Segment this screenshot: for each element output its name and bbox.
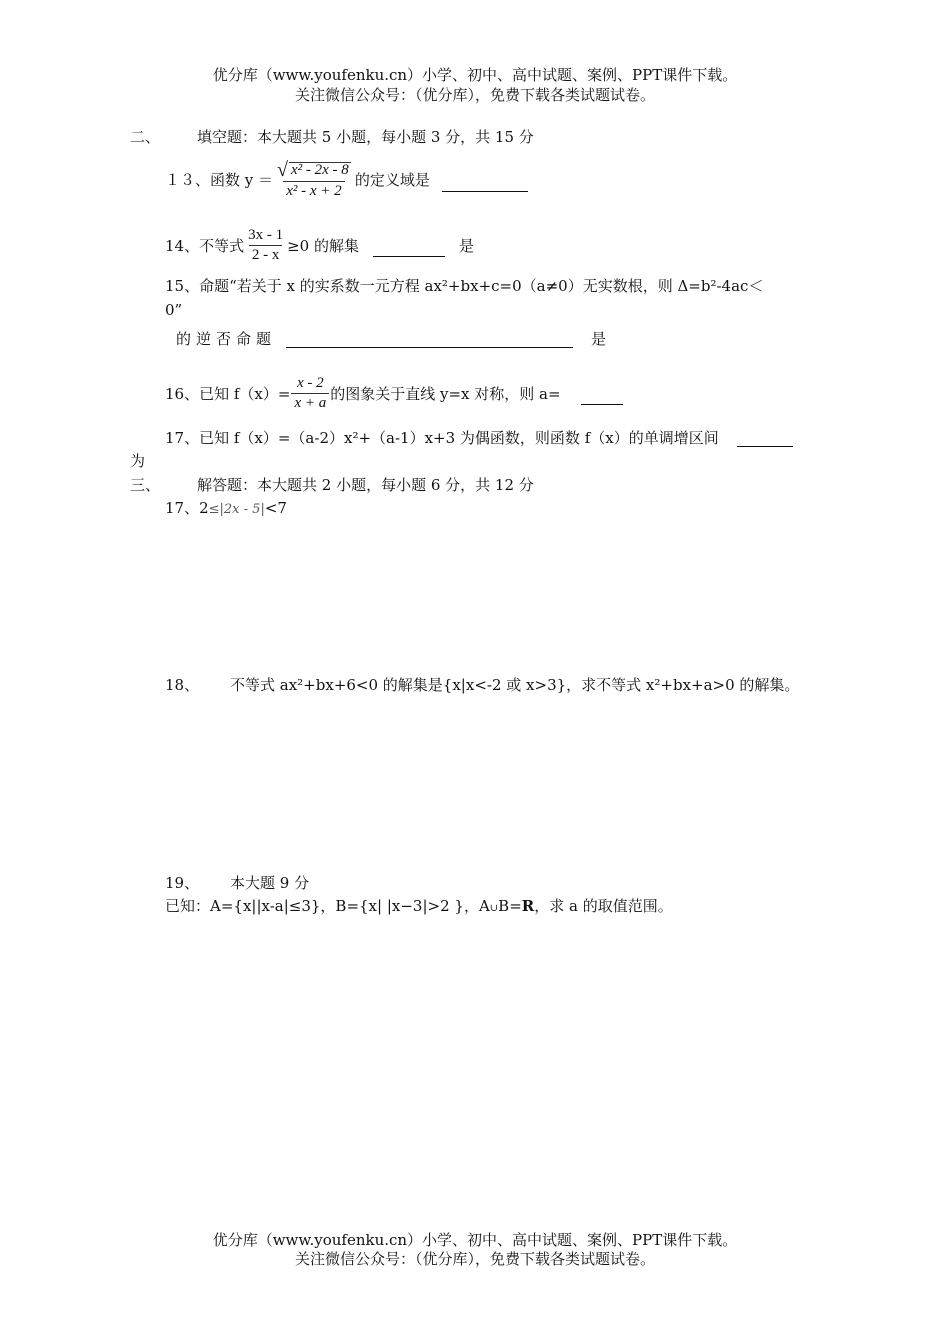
q17-fill-line-1 — [165, 426, 793, 447]
q15-line-3-prefix: 的逆否命题 — [176, 330, 277, 348]
q13-denominator: x² - x + 2 — [283, 181, 344, 200]
q13-prefix: １３、函数 y ＝ — [165, 170, 274, 189]
q17-solve-prefix: 17、2 — [165, 499, 209, 517]
q13-numerator: x² - 2x - 8 — [291, 162, 349, 178]
question-16 — [165, 376, 623, 412]
q17-solve-expression: ≤|2x - 5| — [208, 502, 265, 517]
q15-answer-blank[interactable] — [286, 327, 573, 348]
q19-text-b: B= — [498, 897, 522, 915]
q14-suffix: 是 — [458, 236, 474, 255]
q13-suffix-text: 的定义域是 — [354, 170, 430, 189]
q19-text-c: ，求 a 的取值范围。 — [534, 897, 673, 915]
q17-answer-blank[interactable] — [737, 426, 793, 447]
q17-fill-line-2: 为 — [130, 452, 146, 470]
q13-fraction — [274, 160, 354, 200]
union-symbol: ∪ — [489, 903, 499, 914]
header-line-1: 优分库（www.youfenku.cn）小学、初中、高中试题、案例、PPT课件下载。 — [212, 66, 738, 84]
q14-fraction — [245, 228, 286, 264]
q15-line-3-suffix: 是 — [591, 330, 607, 348]
footer-line-2: 关注微信公众号：（优分库），免费下载各类试题试卷。 — [294, 1250, 655, 1268]
q17-fill-text: 17、已知 f（x）=（a-2）x²+（a-1）x+3 为偶函数，则函数 f（x）的单调增区间 — [165, 429, 719, 447]
q18-number: 18、 — [165, 676, 200, 694]
q17-solve-suffix: <7 — [264, 499, 287, 517]
q16-answer-blank[interactable] — [581, 382, 623, 405]
footer-line-1: 优分库（www.youfenku.cn）小学、初中、高中试题、案例、PPT课件下载。 — [212, 1231, 738, 1249]
q19-real-set: R — [521, 897, 535, 915]
q19-title: 本大题 9 分 — [230, 874, 310, 892]
q16-denominator: x + a — [291, 393, 329, 412]
section-3-number: 三、 — [130, 476, 161, 494]
q19-text-a: 已知：A={x||x-a|≤3}，B={x| |x−3|>2 }，A — [165, 897, 490, 915]
q14-answer-blank[interactable] — [373, 234, 445, 257]
q16-suffix: 的图象关于直线 y=x 对称，则 a= — [330, 384, 561, 403]
q14-denominator: 2 - x — [249, 245, 283, 264]
q16-fraction — [291, 376, 329, 412]
q13-answer-blank[interactable] — [442, 167, 528, 192]
q16-numerator: x - 2 — [297, 375, 324, 391]
q15-line-3 — [176, 327, 606, 348]
q19-number: 19、 — [165, 874, 200, 892]
section-3-title: 解答题：本大题共 2 小题，每小题 6 分，共 12 分 — [197, 476, 534, 494]
header-line-2: 关注微信公众号：（优分库），免费下载各类试题试卷。 — [294, 86, 655, 104]
question-14 — [165, 228, 474, 264]
q14-numerator: 3x - 1 — [248, 227, 284, 243]
sqrt-icon: √ — [277, 159, 288, 181]
q18-text: 不等式 ax²+bx+6<0 的解集是{x|x<-2 或 x>3}，求不等式 x²+bx+a>0 的解集。 — [230, 676, 800, 694]
q14-middle: ≥0 的解集 — [287, 236, 359, 255]
q14-prefix: 14、不等式 — [165, 236, 245, 255]
question-13 — [165, 160, 528, 200]
section-2-title: 填空题：本大题共 5 小题，每小题 3 分，共 15 分 — [197, 128, 534, 146]
q19-text — [165, 897, 673, 915]
section-2-number: 二、 — [130, 128, 161, 146]
q15-line-2: 0” — [165, 301, 183, 319]
q16-prefix: 16、已知 f（x）= — [165, 384, 291, 403]
question-17-solve — [165, 499, 287, 518]
q15-line-1: 15、命题“若关于 x 的实系数一元方程 ax²+bx+c=0（a≠0）无实数根，则 Δ=b²-4ac＜ — [165, 277, 764, 295]
